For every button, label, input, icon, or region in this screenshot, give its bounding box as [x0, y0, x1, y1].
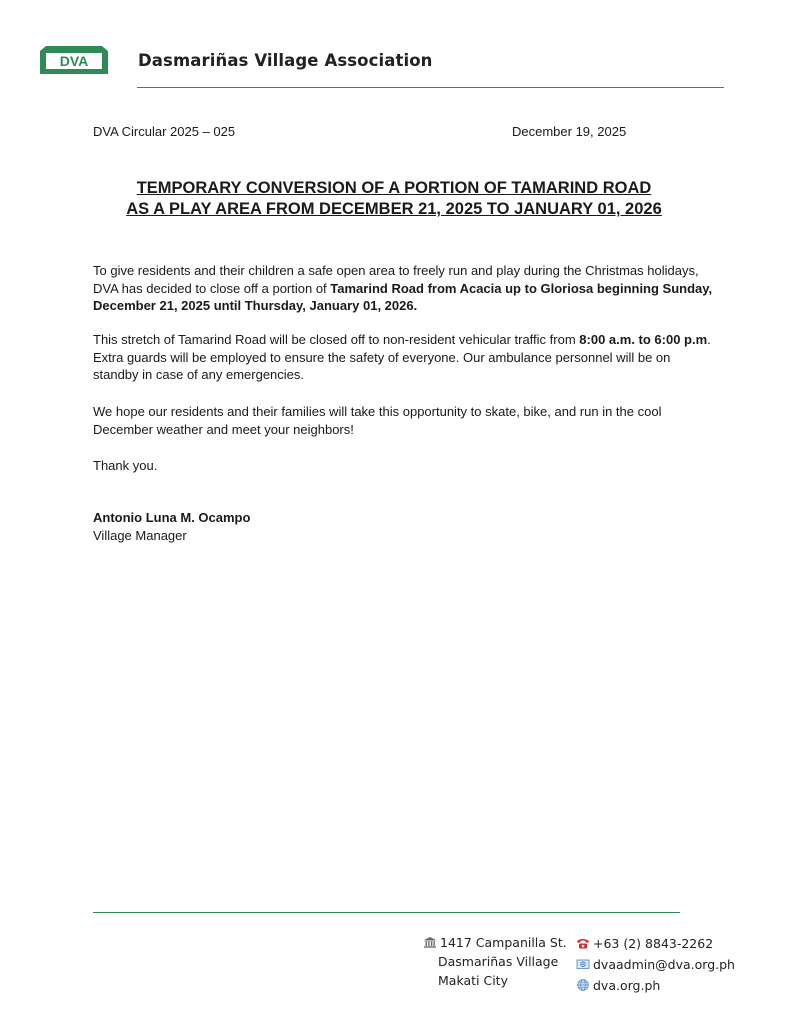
paragraph-2: [93, 331, 713, 384]
building-icon: [423, 936, 437, 948]
header-divider: [137, 87, 724, 88]
paragraph-2-text: This stretch of Tamarind Road will be closed off to non-resident vehicular traffic from: [93, 332, 580, 347]
signatory-title: Village Manager: [93, 528, 187, 543]
globe-icon: [576, 979, 590, 991]
logo-text: DVA: [59, 53, 89, 69]
circular-date: December 19, 2025: [512, 124, 627, 139]
dva-logo: [38, 45, 110, 75]
paragraph-2-bold-hours: 8:00 a.m. to 6:00 p.m: [579, 332, 708, 347]
circular-number: DVA Circular 2025 – 025: [93, 124, 236, 139]
title-line-2: AS A PLAY AREA FROM DECEMBER 21, 2025 TO JANUARY 01, 2026: [126, 200, 662, 218]
paragraph-1-bold: Tamarind Road from Acacia up to Gloriosa beginning Sunday, December 21, 2025 until Thursday, January 01, 2026.: [93, 280, 713, 313]
contact-phone: +63 (2) 8843-2262: [576, 933, 735, 954]
org-name: Dasmariñas Village Association: [138, 51, 433, 70]
paragraph-1-text: To give residents and their children a safe open area to freely run and play during the Christmas holidays, DVA has decided to close off a portion of: [93, 263, 699, 296]
paragraph-1: [93, 262, 713, 315]
contact-email: dvaadmin@dva.org.ph: [576, 954, 735, 975]
footer-divider: [93, 912, 680, 913]
address-line-2: Dasmariñas Village: [438, 954, 559, 969]
title-line-1: TEMPORARY CONVERSION OF A PORTION OF TAMARIND ROAD: [136, 179, 652, 197]
signatory-name: Antonio Luna M. Ocampo: [93, 510, 251, 525]
phone-icon: [576, 937, 590, 949]
document-title: [60, 178, 728, 220]
email-icon: [576, 958, 590, 970]
paragraph-4: Thank you.: [93, 458, 158, 473]
footer-contact: [576, 933, 735, 996]
address-line-3: Makati City: [438, 973, 508, 988]
footer-address: [423, 933, 567, 990]
paragraph-2-text-end: . Extra guards will be employed to ensure the safety of everyone. Our ambulance personnel will be on standby in case of any emergencies.: [93, 332, 711, 382]
paragraph-3: We hope our residents and their families will take this opportunity to skate, bike, and run in the cool December weather and meet your neighbors!: [93, 404, 662, 437]
contact-website: dva.org.ph: [576, 975, 735, 996]
address-line-1: 1417 Campanilla St.: [423, 933, 567, 952]
